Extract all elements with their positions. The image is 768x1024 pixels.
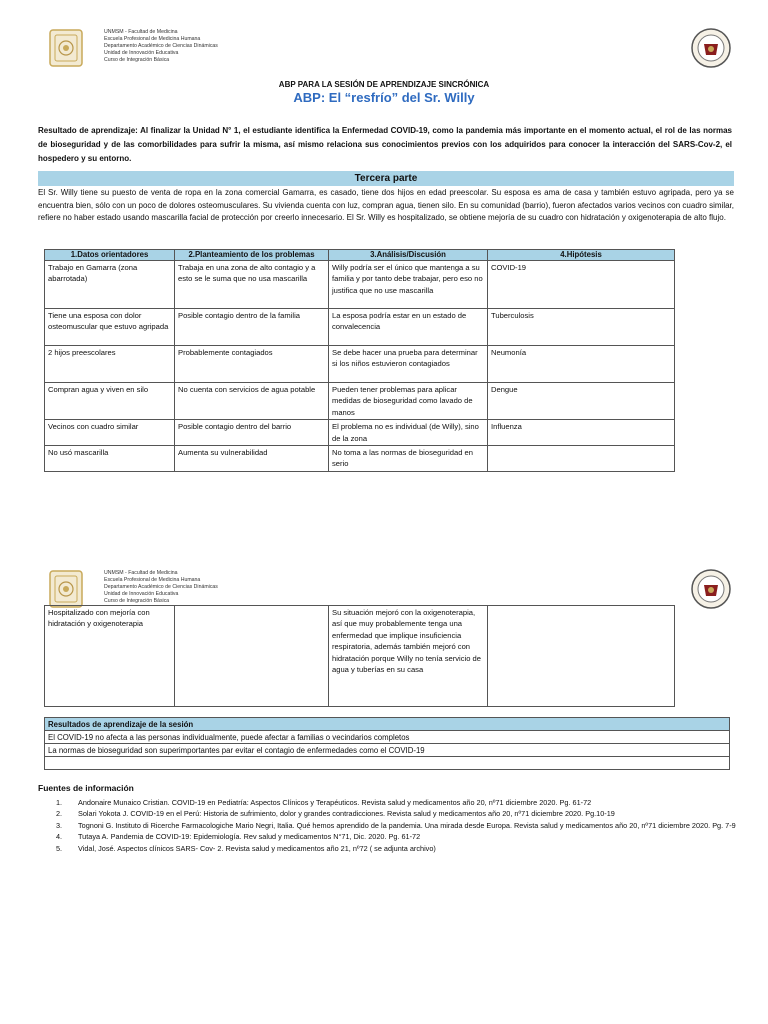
sources-list bbox=[56, 797, 736, 854]
header-line: Unidad de Innovación Educativa bbox=[104, 591, 179, 597]
institution-header bbox=[104, 570, 218, 605]
table-cell: El problema no es individual (de Willy), sino de la zona bbox=[329, 420, 488, 446]
table-cell: Su situación mejoró con la oxigenoterapia, así que muy probablemente tenga una enfermedad que implique insuficiencia respiratoria, además también mejoró con hidratación porque Willy no tenía servicio de agua y tuberías en su casa bbox=[329, 606, 488, 707]
table-cell: 2 hijos preescolares bbox=[45, 346, 175, 383]
source-text: Tognoni G. Instituto di Ricerche Farmacologiche Mario Negri, Italia. Qué hemos aprendido de la pandemia. Una mirada desde Europa. Revista salud y medicamentos año 20, nº71 diciembre 2020. Pg. 7-9 bbox=[78, 820, 736, 830]
source-text: Tutaya A. Pandemia de COVID-19: Epidemiología. Rev salud y medicamentos N°71, Dic. 2020. Pg. 61-72 bbox=[78, 832, 421, 842]
table-cell bbox=[175, 606, 329, 707]
table-cell: La esposa podría estar en un estado de convalecencia bbox=[329, 309, 488, 346]
table-cell: No toma a las normas de bioseguridad en serio bbox=[329, 446, 488, 472]
table-cell: Influenza bbox=[488, 420, 675, 446]
result-row bbox=[45, 757, 730, 770]
learning-outcome: Resultado de aprendizaje: Al finalizar la Unidad N° 1, el estudiante identifica la Enfermedad COVID-19, como la pandemia más importante en el momento actual, el rol de las normas de bioseguridad y de las comorbilidades para sufrir la misma, así mismo relaciona sus conocimientos previos con los adquiridos para conocer la interacción del SARS-Cov-2, el hospedero y su entorno. bbox=[38, 126, 732, 163]
table-cell bbox=[488, 446, 675, 472]
table-cell: Vecinos con cuadro similar bbox=[45, 420, 175, 446]
faculty-logo-icon bbox=[48, 569, 84, 609]
source-text: Vidal, José. Aspectos clínicos SARS- Cov- 2. Revista salud y medicamentos año 21, nº72 ( se adjunta archivo) bbox=[78, 843, 436, 853]
table-cell: Hospitalizado con mejoría con hidratación y oxigenoterapia bbox=[45, 606, 175, 707]
table-cell: Trabajo en Gamarra (zona abarrotada) bbox=[45, 261, 175, 309]
session-subtitle: ABP PARA LA SESIÓN DE APRENDIZAJE SINCRÓNICA bbox=[278, 80, 490, 89]
source-number: 4. bbox=[56, 832, 63, 842]
institution-header bbox=[104, 29, 218, 64]
source-number: 1. bbox=[56, 798, 63, 807]
source-number: 2. bbox=[56, 809, 63, 819]
table-row bbox=[45, 346, 675, 383]
source-item bbox=[56, 797, 736, 808]
header-line: Unidad de Innovación Educativa bbox=[104, 50, 179, 56]
table-cell: No cuenta con servicios de agua potable bbox=[175, 383, 329, 420]
table-cell: Posible contagio dentro del barrio bbox=[175, 420, 329, 446]
header-line: Curso de Integración Básica bbox=[104, 598, 170, 604]
header-line: Curso de Integración Básica bbox=[104, 57, 170, 63]
table-row bbox=[45, 309, 675, 346]
table-cell: Tuberculosis bbox=[488, 309, 675, 346]
table-row bbox=[45, 261, 675, 309]
table-cell: Probablemente contagiados bbox=[175, 346, 329, 383]
source-number: 3. bbox=[56, 820, 63, 830]
table-cell: Tiene una esposa con dolor osteomuscular que estuvo agripada bbox=[45, 309, 175, 346]
table-cell bbox=[488, 606, 675, 707]
header-line: UNMSM - Facultad de Medicina bbox=[104, 29, 178, 35]
source-text: Solari Yokota J. COVID-19 en el Perú: Historia de sufrimiento, dolor y grandes contradicciones. Revista salud y medicamentos año 20, nº71 diciembre 2020. Pg.10-19 bbox=[78, 809, 615, 819]
column-header: 2.Planteamiento de los problemas bbox=[175, 250, 329, 261]
header-line: Escuela Profesional de Medicina Humana bbox=[104, 36, 201, 42]
table-cell: Posible contagio dentro de la familia bbox=[175, 309, 329, 346]
table-row bbox=[45, 446, 675, 472]
table-cell: Pueden tener problemas para aplicar medidas de bioseguridad como lavado de manos bbox=[329, 383, 488, 420]
source-text: Andonaire Munaico Cristian. COVID-19 en Pediatría: Aspectos Clínicos y Terapéuticos. Revista salud y medicamentos año 20, nº71 diciembre 2020. Pg. 61-72 bbox=[78, 798, 592, 807]
table-cell: Willy podría ser el único que mantenga a su familia y por tanto debe trabajar, pero eso no justifica que no use mascarilla bbox=[329, 261, 488, 309]
table-cell: Compran agua y viven en silo bbox=[45, 383, 175, 420]
table-cell: Dengue bbox=[488, 383, 675, 420]
faculty-logo-icon bbox=[48, 28, 84, 68]
abp-table bbox=[44, 249, 675, 472]
header-line: UNMSM - Facultad de Medicina bbox=[104, 570, 178, 576]
result-row: El COVID-19 no afecta a las personas individualmente, puede afectar a familias o vecindarios completos bbox=[45, 731, 730, 744]
table-cell: Trabaja en una zona de alto contagio y a esto se le suma que no usa mascarilla bbox=[175, 261, 329, 309]
table-header-row bbox=[45, 250, 675, 261]
university-seal-icon bbox=[690, 27, 732, 69]
table-row bbox=[45, 420, 675, 446]
table-cell: No usó mascarilla bbox=[45, 446, 175, 472]
column-header: 4.Hipótesis bbox=[488, 250, 675, 261]
result-row: La normas de bioseguridad son superimportantes par evitar el contagio de enfermedades como el COVID-19 bbox=[45, 744, 730, 757]
source-item bbox=[56, 843, 736, 854]
table-row bbox=[45, 383, 675, 420]
section-heading: Tercera parte bbox=[38, 171, 734, 186]
university-seal-icon bbox=[690, 568, 732, 610]
document-title: ABP: El “resfrío” del Sr. Willy bbox=[293, 90, 475, 105]
source-number: 5. bbox=[56, 843, 63, 853]
header-line: Departamento Académico de Ciencias Dinámicas bbox=[104, 584, 218, 590]
table-cell: COVID-19 bbox=[488, 261, 675, 309]
sources-title: Fuentes de información bbox=[38, 783, 134, 793]
column-header: 1.Datos orientadores bbox=[45, 250, 175, 261]
session-results-table bbox=[44, 717, 730, 770]
table-cell: Se debe hacer una prueba para determinar si los niños estuvieron contagiados bbox=[329, 346, 488, 383]
source-item bbox=[56, 831, 736, 842]
table-cell: Neumonía bbox=[488, 346, 675, 383]
source-item bbox=[56, 820, 736, 831]
results-header: Resultados de aprendizaje de la sesión bbox=[45, 718, 730, 731]
table-cell: Aumenta su vulnerabilidad bbox=[175, 446, 329, 472]
abp-table-continuation bbox=[44, 605, 675, 707]
header-line: Escuela Profesional de Medicina Humana bbox=[104, 577, 201, 583]
source-item bbox=[56, 808, 736, 819]
table-row bbox=[45, 606, 675, 707]
column-header: 3.Análisis/Discusión bbox=[329, 250, 488, 261]
case-paragraph: El Sr. Willy tiene su puesto de venta de ropa en la zona comercial Gamarra, es casado, tiene dos hijos en edad preescolar. Su esposa es ama de casa y también estuvo agripada, pero ya se encuentra bien, sólo con un poco de dolores osteomusculares. Su vivienda cuenta con luz, compran agua, tienen silo. En su comunidad (barrio), fueron afectados varios vecinos con cuadro similar, refiere no haber estado usando mascarilla facial de protección por creerlo innecesario. El Sr. Willy es hospitalizado, se obtiene mejoría de su cuadro con hidratación y oxigenoterapia de alto flujo. bbox=[38, 188, 734, 223]
header-line: Departamento Académico de Ciencias Dinámicas bbox=[104, 43, 218, 49]
